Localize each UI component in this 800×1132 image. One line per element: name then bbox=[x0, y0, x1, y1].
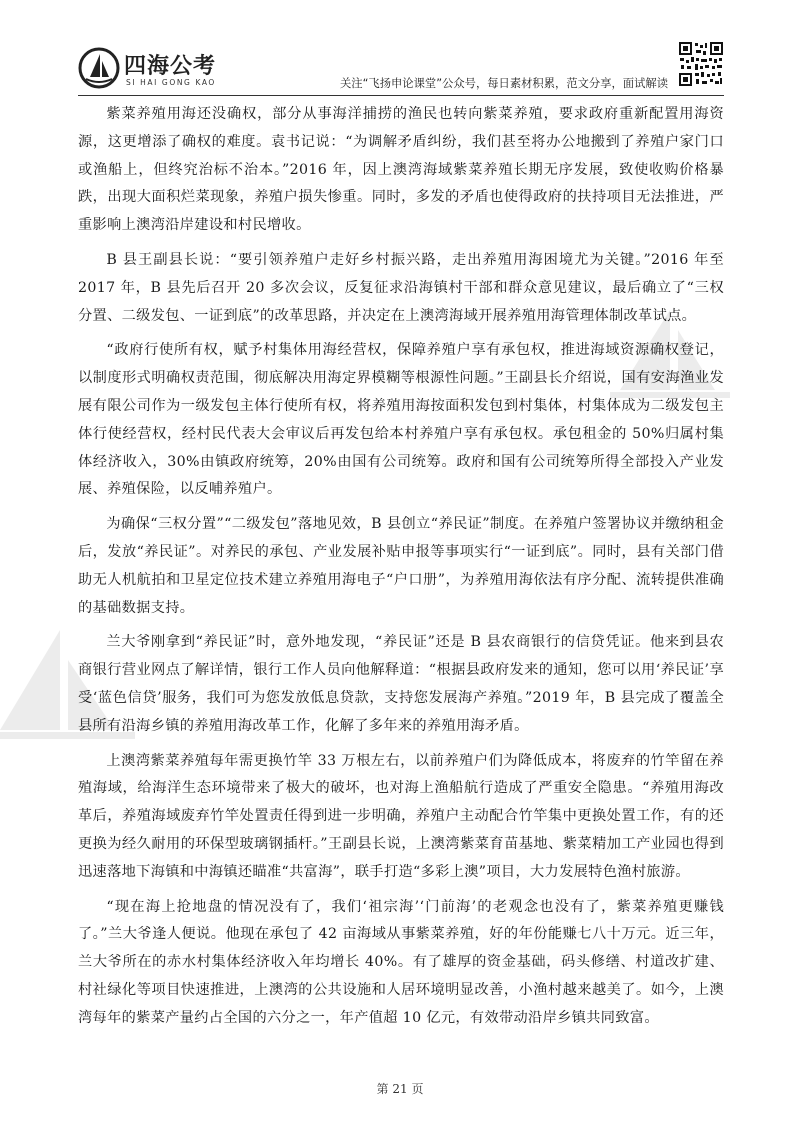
paragraph: 为确保“三权分置”“二级发包”落地见效，B 县创立“养民证”制度。在养殖户签署协议并缴纳租金后，发放“养民证”。对养民的承包、产业发展补贴申报等事项实行“一证到底”。同时，县有关部门借助无人机航拍和卫星定位技术建立养殖用海电子“户口册”，为养殖用海依法有序分配、流转提供准确的基础数据支持。 bbox=[78, 516, 724, 616]
page-header bbox=[0, 0, 800, 100]
sailboat-icon bbox=[78, 47, 120, 89]
qr-code-icon bbox=[678, 41, 724, 87]
paragraph: 兰大爷刚拿到“养民证”时，意外地发现，“养民证”还是 B 县农商银行的信贷凭证。他来到县农商银行营业网点了解详情，银行工作人员向他解释道：“根据县政府发来的通知，您可以用‘养民证’享受‘蓝色信贷’服务，我们可为您发放低息贷款，支持您发展海产养殖。”2019 年，B 县完成了覆盖全县所有沿海乡镇的养殖用海改革工作，化解了多年来的养殖用海矛盾。 bbox=[78, 634, 724, 734]
brand-logo bbox=[78, 47, 318, 93]
header-divider bbox=[78, 95, 724, 96]
article-body bbox=[78, 101, 724, 1040]
paragraph: B 县王副县长说：“要引领养殖户走好乡村振兴路，走出养殖用海困境尤为关键。”2016 年至 2017 年，B 县先后召开 20 多次会议，反复征求沿海镇村干部和群众意见建议，最后确立了“三权分置、二级发包、一证到底”的改革思路，并决定在上澳湾海域开展养殖用海管理体制改革试点。 bbox=[78, 251, 724, 324]
paragraph: “政府行使所有权，赋予村集体用海经营权，保障养殖户享有承包权，推进海域资源确权登记，以制度形式明确权责范围，彻底解决用海定界模糊等根源性问题。”王副县长介绍说，国有安海渔业发展有限公司作为一级发包主体行使所有权，将养殖用海按面积发包到村集体，村集体成为二级发包主体行使经营权，经村民代表大会审议后再发包给本村养殖户享有承包权。承包租金的 50%归属村集体经济收入，30%由镇政府统筹，20%由国有公司统筹。政府和国有公司统筹所得全部投入产业发展、养殖保险，以反哺养殖户。 bbox=[78, 342, 724, 498]
header-tagline: 关注“飞扬申论课堂”公众号，每日素材积累，范文分享，面试解读 bbox=[339, 77, 668, 90]
brand-name: 四海公考 bbox=[124, 54, 217, 79]
paragraph: 紫菜养殖用海还没确权，部分从事海洋捕捞的渔民也转向紫菜养殖，要求政府重新配置用海资源，这更增添了确权的难度。袁书记说：“为调解矛盾纠纷，我们甚至将办公地搬到了养殖户家门口或渔船上，但终究治标不治本。”2016 年，因上澳湾海域紫菜养殖长期无序发展，致使收购价格暴跌，出现大面积烂菜现象，养殖户损失惨重。同时，多发的矛盾也使得政府的扶持项目无法推进，严重影响上澳湾沿岸建设和村民增收。 bbox=[78, 106, 724, 234]
paragraph: “现在海上抢地盘的情况没有了，我们‘祖宗海’‘门前海’的老观念也没有了，紫菜养殖更赚钱了。”兰大爷逢人便说。他现在承包了 42 亩海域从事紫菜养殖，好的年份能赚七八十万元。近三年，兰大爷所在的赤水村集体经济收入年均增长 40%。有了雄厚的资金基础，码头修缮、村道改扩建、村社绿化等项目快速推进，上澳湾的公共设施和人居环境明显改善，小渔村越来越美了。如今，上澳湾每年的紫菜产量约占全国的六分之一，年产值超 10 亿元，有效带动沿岸乡镇共同致富。 bbox=[78, 898, 724, 1026]
brand-subtitle: SI HAI GONG KAO bbox=[126, 78, 216, 87]
paragraph: 上澳湾紫菜养殖每年需更换竹竿 33 万根左右，以前养殖户们为降低成本，将废弃的竹竿留在养殖海域，给海洋生态环境带来了极大的破坏，也对海上渔船航行造成了严重安全隐患。“养殖用海改革后，养殖海域废弃竹竿处置责任得到进一步明确，养殖户主动配合竹竿集中更换处置工作，有的还更换为经久耐用的环保型玻璃钢插杆。”王副县长说，上澳湾紫菜育苗基地、紫菜精加工产业园也得到迅速落地下海镇和中海镇还瞄准“共富海”，联手打造“多彩上澳”项目，大力发展特色渔村旅游。 bbox=[78, 752, 724, 880]
page-number: 第 21 页 bbox=[376, 1082, 424, 1096]
